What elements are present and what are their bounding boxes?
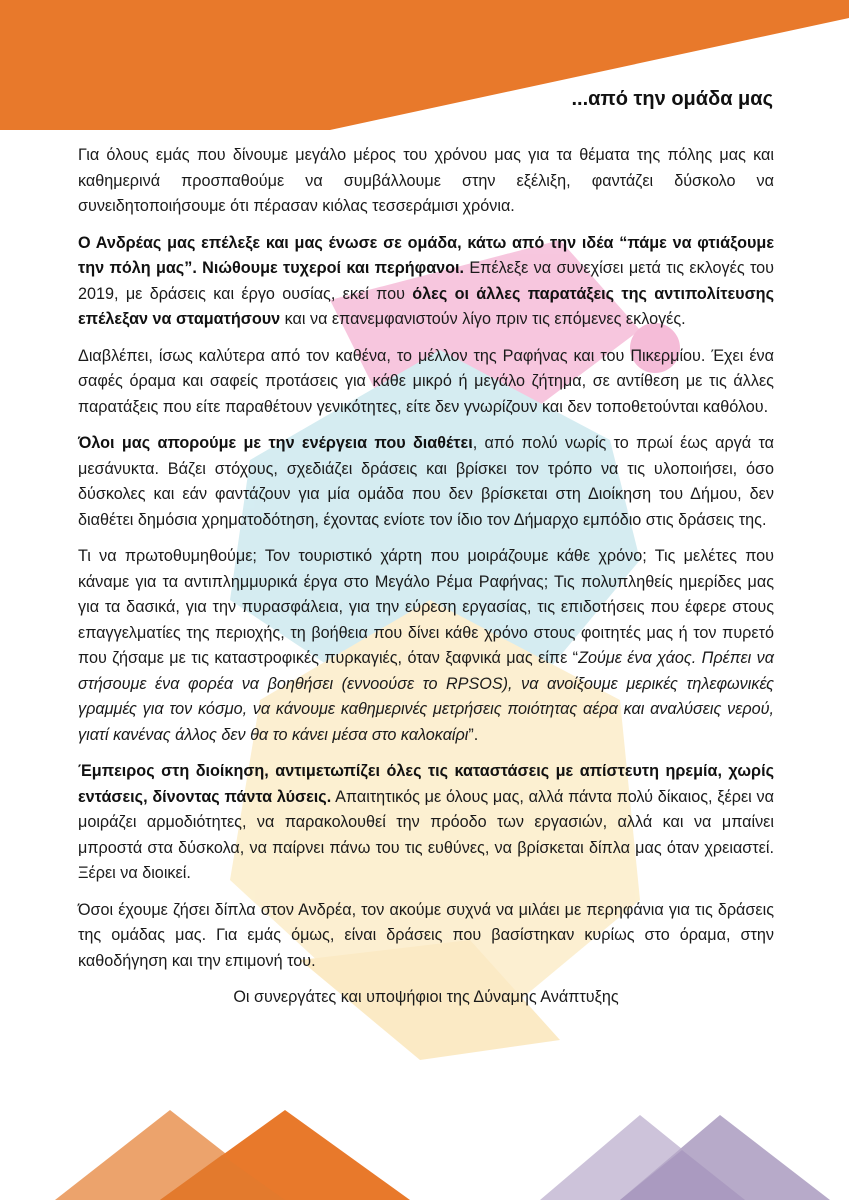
header-orange-shape	[0, 0, 849, 130]
header-orange-band	[0, 0, 849, 130]
paragraph-4-bold-1: Όλοι μας απορούμε με την ενέργεια που διαθέτει	[78, 434, 473, 452]
paragraph-4	[78, 431, 774, 533]
paragraph-5-text-1: Τι να πρωτοθυμηθούμε; Τον τουριστικό χάρτη που μοιράζουμε κάθε χρόνο; Τις μελέτες που κάναμε για τα αντιπλημμυρικά έργα στο Μεγάλο Ρέμα Ραφήνας; Τις πολυπληθείς ημερίδες μας για τα δασικά, για την πυρασφάλεια, για την εύρεση εργασίας, τις επιδοτήσεις που έφερε στους επαγγελματίες της περιοχής, τη βοήθεια που δίνει κάθε χρόνο στους φοιτητές μας ή τον πυρετό που ζήσαμε με τις καταστροφικές πυρκαγιές, όταν ξαφνικά μας είπε “	[78, 547, 774, 667]
paragraph-5-quote: Ζούμε ένα χάος. Πρέπει να στήσουμε ένα φορέα να βοηθήσει (εννοούσε το RPSOS), να ανοίξουμε μερικές τηλεφωνικές γραμμές για τον κόσμο, να κάνουμε καθημερινές μετρήσεις ποιότητας αέρα και αναλύσεις νερού, γιατί κανένας άλλος δεν θα το κάνει μέσα στο καλοκαίρι	[78, 649, 774, 744]
header-right-title: ...από την ομάδα μας	[571, 88, 773, 110]
paragraph-4-text-1: , από πολύ νωρίς το πρωί έως αργά τα μεσάνυκτα. Βάζει στόχους, σχεδιάζει δράσεις και βρίσκει τον τρόπο να τις υλοποιήσει, όσο δύσκολες και εάν φαντάζουν για μία ομάδα που δεν βρίσκεται στη Διοίκηση του Δήμου, δεν διαθέτει δημόσια χρηματοδότηση, έχοντας ενίοτε τον ίδιο τον Δήμαρχο εμπόδιο στις δράσεις της.	[78, 434, 774, 529]
paragraph-2-bold-1: Ο Ανδρέας μας επέλεξε και μας ένωσε σε ομάδα, κάτω από την ιδέα “πάμε να φτιάξουμε την πόλη μας”. Νιώθουμε τυχεροί και περήφανοι.	[78, 233, 774, 277]
paragraph-5	[78, 544, 774, 748]
paragraph-2-text-1: Επέλεξε να συνεχίσει μετά τις εκλογές του 2019, με δράσεις και έργο ουσίας, εκεί που	[78, 259, 774, 303]
paragraph-2-bold-2: όλες οι άλλες παρατάξεις της αντιπολίτευσης επέλεξαν να σταματήσουν	[78, 284, 774, 328]
paragraph-7	[78, 898, 774, 975]
paragraph-3-text: Διαβλέπει, ίσως καλύτερα από τον καθένα, το μέλλον της Ραφήνας και του Πικερμίου. Έχει ένα σαφές όραμα και σαφείς προτάσεις για κάθε μικρό ή μεγάλο ζήτημα, σε αντίθεση με τις άλλες παρατάξεις που είτε παραθέτουν γενικότητες, είτε δεν γνωρίζουν και δεν τοποθετούνται καθόλου.	[78, 346, 774, 416]
paragraph-6-bold-1: Έμπειρος στη διοίκηση, αντιμετωπίζει όλες τις καταστάσεις με απίστευτη ηρεμία, χωρίς εντάσεις, δίνοντας πάντα λύσεις.	[78, 762, 774, 806]
paragraph-2-text-2: και να επανεμφανιστούν λίγο πριν τις επόμενες εκλογές.	[280, 310, 686, 328]
paragraph-6	[78, 759, 774, 887]
bottom-right-triangles	[540, 1115, 830, 1200]
bottom-left-triangles	[55, 1110, 410, 1200]
paragraph-2	[78, 231, 774, 333]
paragraph-7-text: Όσοι έχουμε ζήσει δίπλα στον Ανδρέα, τον ακούμε συχνά να μιλάει με περηφάνια για τις δράσεις της ομάδας μας. Για εμάς όμως, είναι δράσεις που βασίστηκαν κυρίως στο όραμα, στην καθοδήγηση και την επιμονή του.	[78, 900, 774, 970]
paragraph-6-text-1: Απαιτητικός με όλους μας, αλλά πάντα πολύ δίκαιος, ξέρει να μοιράζει αρμοδιότητες, να παρακολουθεί την πρόοδο των εργασιών, αλλά και να μπαίνει μπροστά στα δύσκολα, να παίρνει πάνω του τις ευθύνες, να βρίσκεται δίπλα μας όταν χρειαστεί. Ξέρει να διοικεί.	[78, 787, 774, 882]
article-body	[78, 143, 774, 1022]
signature: Οι συνεργάτες και υποψήφιοι της Δύναμης Ανάπτυξης	[233, 988, 619, 1006]
paragraph-1	[78, 143, 774, 220]
paragraph-1-text: Για όλους εμάς που δίνουμε μεγάλο μέρος του χρόνου μας για τα θέματα της πόλης μας και καθημερινά προσπαθούμε να συμβάλλουμε στην εξέλιξη, φαντάζει δύσκολο να συνειδητοποιήσουμε ότι πέρασαν κιόλας τεσσεράμισι χρόνια.	[78, 146, 774, 215]
paragraph-5-text-2: ”.	[468, 725, 479, 744]
paragraph-3	[78, 344, 774, 421]
